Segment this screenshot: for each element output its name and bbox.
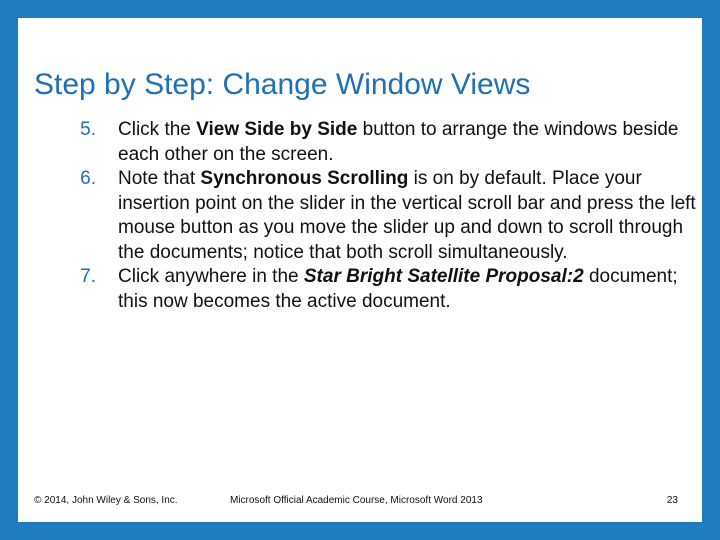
step-text: Click anywhere in the: [118, 266, 304, 287]
step-text: Click the: [118, 119, 197, 140]
footer-page-number: 23: [666, 495, 678, 506]
footer-copyright: © 2014, John Wiley & Sons, Inc.: [34, 495, 178, 506]
step-number: 6.: [80, 168, 96, 189]
step-text: button to arrange the windows beside each other on the screen.: [118, 119, 679, 165]
step-6: [66, 167, 706, 265]
step-text: Note that: [118, 168, 201, 189]
steps-list: [66, 118, 706, 314]
step-number: 7.: [80, 266, 96, 287]
step-emphasis: View Side by Side: [196, 119, 358, 140]
step-number: 5.: [80, 119, 96, 140]
step-text: document; this now becomes the active document.: [118, 266, 678, 312]
slide-title: Step by Step: Change Window Views: [34, 68, 531, 101]
footer-course: Microsoft Official Academic Course, Microsoft Word 2013: [230, 495, 483, 506]
step-emphasis: Synchronous Scrolling: [200, 168, 409, 189]
slide: [18, 18, 702, 522]
step-emphasis: Star Bright Satellite Proposal:2: [303, 266, 584, 287]
step-5: [66, 118, 706, 167]
step-7: [66, 265, 706, 314]
step-text: is on by default. Place your insertion point on the slider in the vertical scroll bar and press the left mouse button as you move the slider up and down to scroll through the documents; notice that both scroll simultaneously.: [118, 168, 696, 263]
